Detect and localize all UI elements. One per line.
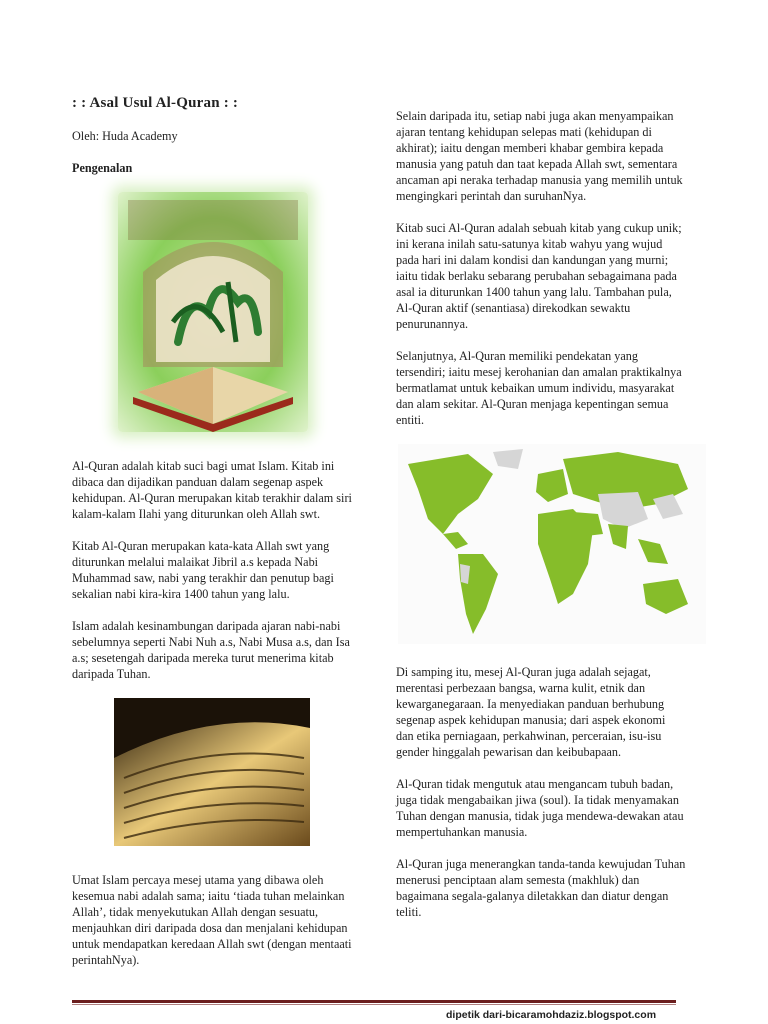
paragraph-6: Kitab suci Al-Quran adalah sebuah kitab yang cukup unik; ini kerana inilah satu-satunya kitab wahyu yang wujud pada hari ini dalam kondisi dan kandungan yang murni; iaitu tidak berlaku sebarang perubahan sebagaimana pada asal ia diturunkan 1400 tahun yang lalu. Tambahan pula, Al-Quran aktif (senantiasa) direkodkan sewaktu penurunannya. xyxy=(396,221,682,331)
paragraph-5: Selain daripada itu, setiap nabi juga akan menyampaikan ajaran tentang kehidupan selepas mati (kehidupan di akhirat); iaitu dengan memberi khabar gembira kepada manusia yang patuh dan taat kepada Allah swt, sementara ancaman api neraka terhadap manusia yang memilih untuk mengingkari perintah dan suruhanNya. xyxy=(396,109,683,203)
paragraph-4: Umat Islam percaya mesej utama yang dibawa oleh kesemua nabi adalah sama; iaitu ‘tiada tuhan melainkan Allah’, tidak menyekutukan Allah dengan sesuatu, menjauhkan diri daripada dosa dan menjalani kehidupan untuk mendapatkan keredaan Allah swt (dengan mentaati perintahNya). xyxy=(72,873,352,967)
footer-rule xyxy=(72,1000,676,1003)
paragraph-3: Islam adalah kesinambungan daripada ajaran nabi-nabi sebelumnya seperti Nabi Nuh a.s, Nabi Musa a.s, dan Isa a.s; sesetengah daripada mereka turut menerima kitab daripada Tuhan. xyxy=(72,619,350,681)
article-author: Oleh: Huda Academy xyxy=(72,129,178,143)
right-column xyxy=(396,108,686,936)
left-column xyxy=(72,94,352,984)
paragraph-7: Selanjutnya, Al-Quran memiliki pendekatan yang tersendiri; iaitu mesej kerohanian dan amalan praktikalnya bermatlamat untuk kebaikan umum individu, masyarakat dan alam sekitar. Al-Quran menjaga kepentingan semua entiti. xyxy=(396,349,682,427)
paragraph-1: Al-Quran adalah kitab suci bagi umat Islam. Kitab ini dibaca dan dijadikan panduan dalam segenap aspek kehidupan. Al-Quran merupakan kitab terakhir dalam siri kalam-kalam Ilahi yang diturunkan oleh Allah swt. xyxy=(72,459,352,521)
quran-pages-image xyxy=(114,698,310,846)
paragraph-10: Al-Quran juga menerangkan tanda-tanda kewujudan Tuhan menerusi penciptaan alam semesta (makhluk) dan bagaimana segala-galanya diletakkan dan diatur dengan teliti. xyxy=(396,857,686,919)
world-map-image xyxy=(398,444,706,644)
article-title: : : Asal Usul Al-Quran : : xyxy=(72,95,239,111)
section-heading: Pengenalan xyxy=(72,161,133,175)
quran-calligraphy-image xyxy=(118,192,308,432)
footer-rule-thin xyxy=(72,1004,676,1005)
footer-source: dipetik dari-bicaramohdaziz.blogspot.com xyxy=(446,1009,657,1021)
paragraph-2: Kitab Al-Quran merupakan kata-kata Allah swt yang diturunkan melalui malaikat Jibril a.s kepada Nabi Muhammad saw, nabi yang terakhir dan penutup bagi sekalian nabi kira-kira 1400 tahun yang lalu. xyxy=(72,539,334,601)
paragraph-8: Di samping itu, mesej Al-Quran juga adalah sejagat, merentasi perbezaan bangsa, warna kulit, etnik dan kewarganegaraan. Ia menyediakan panduan berhubung segenap aspek kehidupan manusia; dari aspek ekonomi dan etika perniagaan, perkahwinan, perceraian, isu-isu gender hinggalah pewarisan dan keibubapaan. xyxy=(396,665,666,759)
paragraph-9: Al-Quran tidak mengutuk atau mengancam tubuh badan, juga tidak mengabaikan jiwa (soul). Ia tidak menyamakan Tuhan dengan manusia, tidak juga mendewa-dewakan atau mempertuhankan manusia. xyxy=(396,777,684,839)
